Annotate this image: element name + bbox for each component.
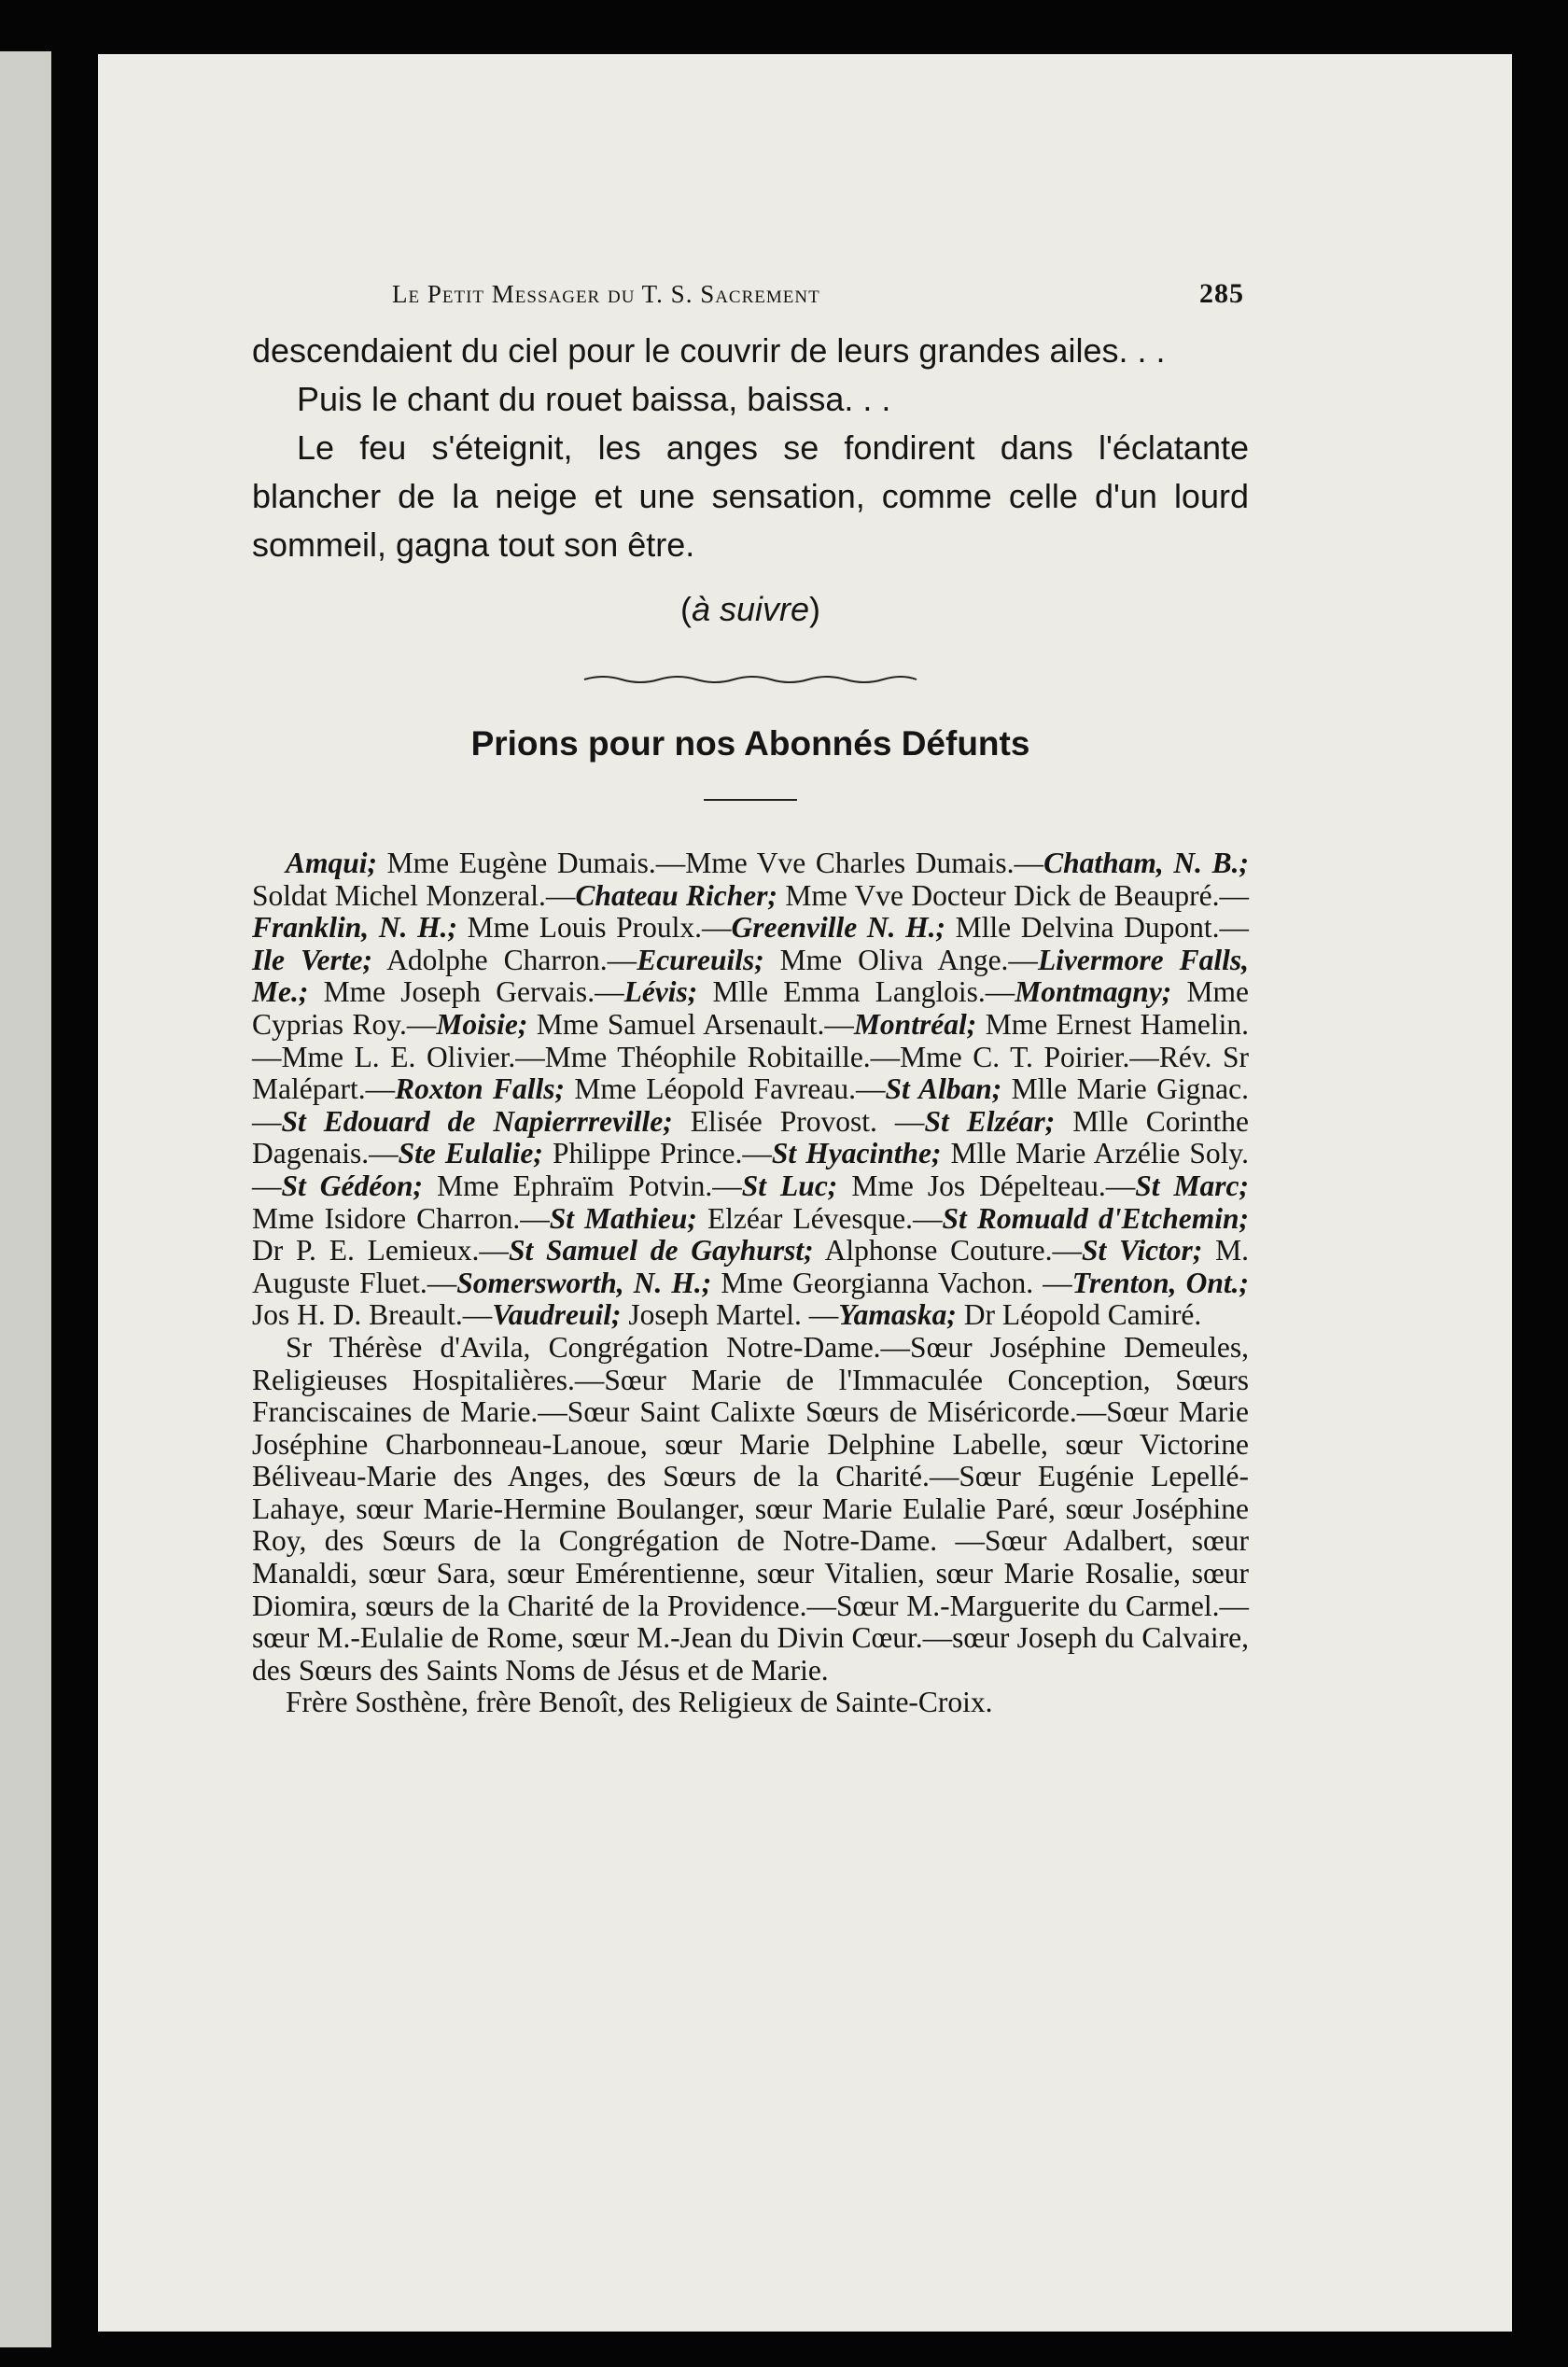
place-name: St Romuald d'Etchemin; [942,1201,1250,1235]
deceased-names: Mlle Marie Arzélie Soly.— [252,1137,1250,1202]
deceased-names: Mme Léopold Favreau.— [565,1072,886,1106]
page [98,54,1512,2332]
place-name: Montmagny; [1015,975,1172,1009]
place-name: St Marc; [1135,1169,1250,1202]
deceased-names: Mme Joseph Gervais.— [308,975,624,1009]
deceased-names: Mme Ephraïm Potvin.— [423,1169,742,1202]
deceased-names: M. Auguste Fluet.— [252,1234,1249,1299]
story-text [252,327,1249,569]
place-name: Yamaska; [838,1298,957,1332]
place-name: St Mathieu; [549,1201,697,1235]
place-name: St Luc; [741,1169,838,1202]
divider [704,799,797,801]
deceased-names: Mme Oliva Ange.— [763,943,1038,976]
section-ornament [252,670,1249,689]
deceased-names: Jos H. D. Breault.— [252,1298,493,1332]
running-title: Le Petit Messager du T. S. Sacrement [392,280,820,308]
to-be-continued-text: à suivre [691,590,810,628]
place-name: Ile Verte; [252,943,372,976]
place-name: Roxton Falls; [395,1072,566,1106]
deceased-names: Soldat Michel Monzeral.— [252,878,576,912]
deceased-names: Elzéar Lévesque.— [696,1201,943,1235]
place-name: St Gédéon; [281,1169,424,1202]
deceased-names: Mlle Marie Gignac.— [252,1072,1250,1138]
story-paragraph: Le feu s'éteignit, les anges se fondirent dans l'éclatante blancher de la neige et une sensation, comme celle d'un lourd sommeil, gagna tout son être. [252,428,1249,564]
page-number: 285 [1199,278,1244,309]
deceased-paragraph: Frère Sosthène, frère Benoît, des Religieux de Sainte-Croix. [286,1686,993,1719]
place-name: St Hyacinthe; [771,1137,942,1170]
deceased-names: Alphonse Couture.— [813,1234,1082,1268]
deceased-names: Mlle Emma Langlois.— [697,975,1015,1009]
place-name: Ecureuils; [637,943,764,976]
page-content [252,278,1249,1719]
paren-close: ) [809,590,821,628]
deceased-names: Mme Vve Docteur Dick de Beaupré.— [777,878,1250,912]
story-paragraph: Puis le chant du rouet baissa, baissa. . . [297,380,891,418]
place-name: Somersworth, N. H.; [456,1266,712,1299]
to-be-continued [252,590,1249,629]
story-paragraph: descendaient du ciel pour le couvrir de leurs grandes ailes. . . [252,331,1166,370]
place-name: St Alban; [885,1072,1002,1106]
place-name: Ste Eulalie; [398,1137,543,1170]
place-name: St Victor; [1082,1234,1203,1268]
place-name: Montréal; [853,1007,977,1041]
place-name: Chatham, N. B.; [1043,847,1249,879]
place-name: Lévis; [623,975,698,1009]
place-name: Livermore Falls, Me.; [252,943,1249,1009]
deceased-names: Joseph Martel. — [621,1298,839,1332]
deceased-names: Mme Cyprias Roy.— [252,975,1249,1041]
deceased-names: Mlle Delvina Dupont.— [945,911,1249,945]
wavy-rule-icon [582,670,918,689]
section-title: Prions pour nos Abonnés Défunts [470,724,1030,763]
deceased-paragraph [252,847,1249,1332]
deceased-list [252,847,1249,1719]
place-name: Franklin, N. H.; [252,911,457,945]
deceased-names: Mlle Corinthe Dagenais.— [252,1104,1249,1170]
deceased-names: Dr P. E. Lemieux.— [252,1234,509,1268]
place-name: Chateau Richer; [575,878,778,912]
place-name: Amqui; [286,847,378,879]
deceased-names: Mme Eugène Dumais.—Mme Vve Charles Dumais.— [377,847,1044,879]
place-name: Vaudreuil; [492,1298,622,1332]
running-header [252,278,1249,310]
deceased-names: Mme Jos Dépelteau.— [837,1169,1136,1202]
place-name: St Edouard de Napierrreville; [281,1104,673,1138]
place-name: Trenton, Ont.; [1071,1266,1249,1299]
deceased-names: Mme Isidore Charron.— [252,1201,550,1235]
deceased-paragraph: Sr Thérèse d'Avila, Congrégation Notre-Dame.—Sœur Joséphine Demeules, Religieuses Hospitalières.—Sœur Marie de l'Immaculée Conception, Sœurs Franciscaines de Marie.—Sœur Saint Calixte Sœurs de Miséricorde.—Sœur Marie Joséphine Charbonneau-Lanoue, sœur Marie Delphine Labelle, sœur Victorine Béliveau-Marie des Anges, des Sœurs de la Charité.—Sœur Eugénie Lepellé-Lahaye, sœur Marie-Hermine Boulanger, sœur Marie Eulalie Paré, sœur Joséphine Roy, des Sœurs de la Congrégation de Notre-Dame. —Sœur Adalbert, sœur Manaldi, sœur Sara, sœur Emérentienne, sœur Vitalien, sœur Marie Rosalie, sœur Diomira, sœurs de la Charité de la Providence.—Sœur M.-Marguerite du Carmel.—sœur M.-Eulalie de Rome, sœur M.-Jean du Divin Cœur.—sœur Joseph du Calvaire, des Sœurs des Saints Noms de Jésus et de Marie. [252,1330,1249,1687]
deceased-names: Philippe Prince.— [542,1137,772,1170]
deceased-names: Mme Ernest Hamelin.—Mme L. E. Olivier.—Mme Théophile Robitaille.—Mme C. T. Poirier.—Rév. Sr Malépart.— [252,1007,1249,1106]
deceased-names: Mme Louis Proulx.— [456,911,732,945]
place-name: Moisie; [436,1007,528,1041]
deceased-names: Mme Samuel Arsenault.— [527,1007,854,1041]
place-name: St Elzéar; [924,1104,1056,1138]
adjacent-page-edge [0,51,51,2347]
place-name: Greenville N. H.; [731,911,945,945]
deceased-names: Dr Léopold Camiré. [956,1298,1202,1332]
deceased-names: Adolphe Charron.— [371,943,637,976]
paren-open: ( [679,590,692,628]
place-name: St Samuel de Gayhurst; [508,1234,814,1268]
deceased-names: Elisée Provost. — [672,1104,925,1138]
deceased-names: Mme Georgianna Vachon. — [711,1266,1072,1299]
